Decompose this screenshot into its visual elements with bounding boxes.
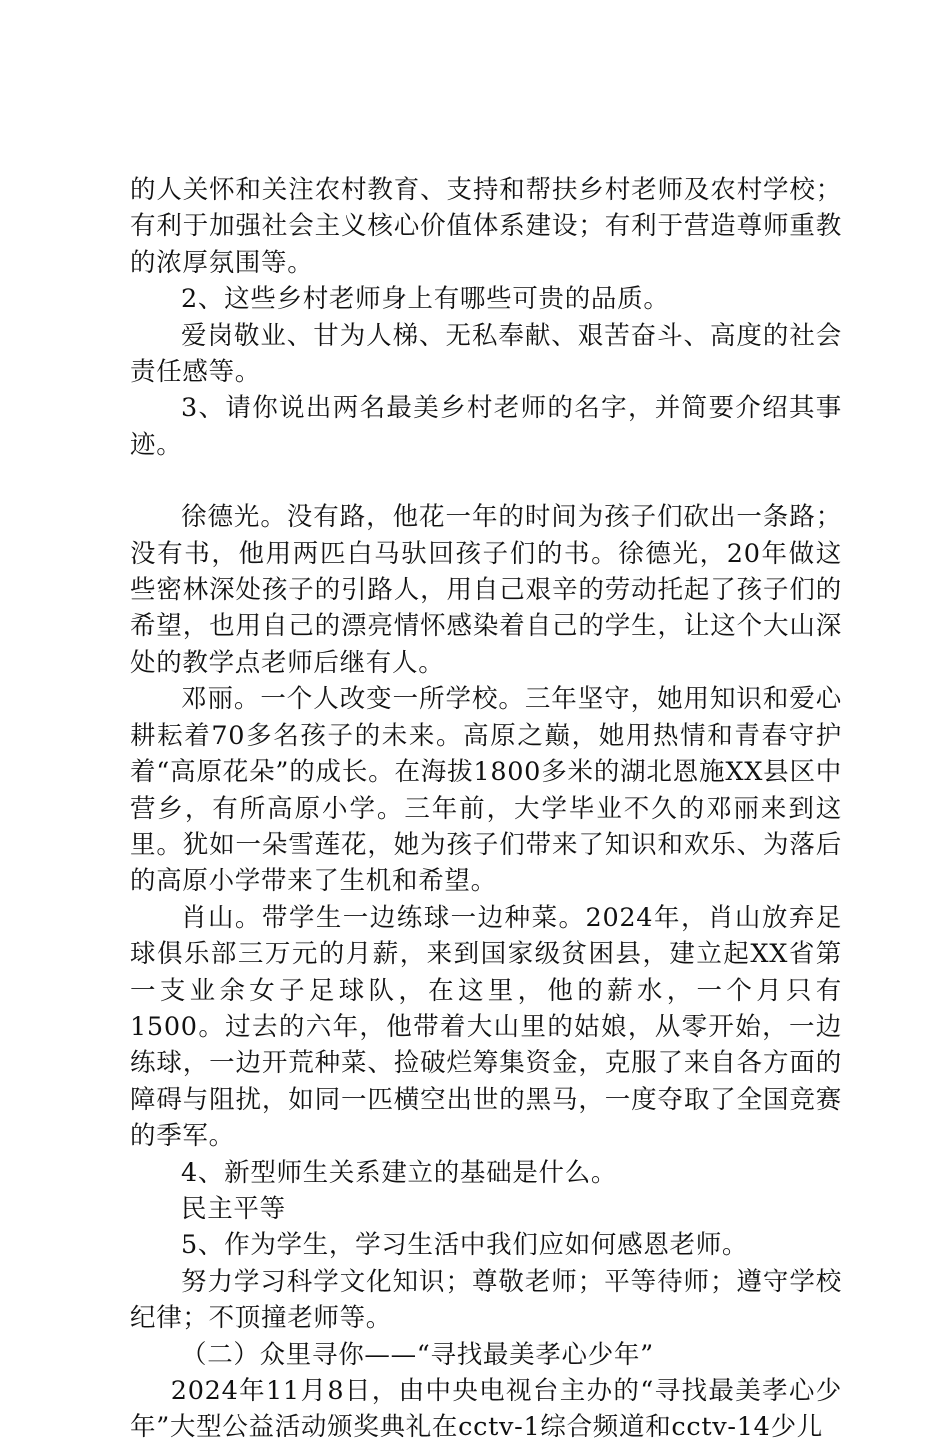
question-4: 4、新型师生关系建立的基础是什么。 [181, 1157, 618, 1188]
question-3: 3、请你说出两名最美乡村老师的名字，并简要介绍其事迹。 [130, 393, 842, 460]
teacher-story-deng-li: 邓丽。一个人改变一所学校。三年坚守，她用知识和爱心耕耘着70多名孩子的未来。高原之巅，她用热情和青春守护着“高原花朵”的成长。在海拔1800多米的湖北恩施XX县区中营乡，有所高原小学。三年前，大学毕业不久的邓丽来到这里。犹如一朵雪莲花，她为孩子们带来了知识和欢乐、为落后的高原小学带来了生机和希望。 [130, 684, 842, 897]
answer-5: 努力学习科学文化知识；尊敬老师；平等待师；遵守学校纪律；不顶撞老师等。 [130, 1266, 842, 1334]
teacher-story-xiao-shan: 肖山。带学生一边练球一边种菜。2024年，肖山放弃足球俱乐部三万元的月薪，来到国家级贫困县，建立起XX省第一支业余女子足球队，在这里，他的薪水，一个月只有1500。过去的六年，他带着大山里的姑娘，从零开始，一边练球，一边开荒种菜、捡破烂筹集资金，克服了来自各方面的障碍与阻扰，如同一匹横空出世的黑马，一度夺取了全国竞赛的季军。 [130, 902, 842, 1152]
answer-4: 民主平等 [181, 1193, 286, 1224]
paragraph-significance-continued: 的人关怀和关注农村教育、支持和帮扶乡村老师及农村学校；有利于加强社会主义核心价值体系建设；有利于营造尊师重教的浓厚氛围等。 [130, 175, 842, 278]
section-heading-2: （二）众里寻你——“寻找最美孝心少年” [181, 1339, 654, 1370]
question-2: 2、这些乡村老师身上有哪些可贵的品质。 [181, 284, 670, 315]
blank-line [130, 463, 842, 499]
document-body [130, 172, 842, 1446]
paragraph-award-ceremony: 2024年11月8日，由中央电视台主办的“寻找最美孝心少年”大型公益活动颁奖典礼在cctv-1综合频道和cctv-14少儿 [130, 1376, 842, 1443]
answer-2: 爱岗敬业、甘为人梯、无私奉献、艰苦奋斗、高度的社会责任感等。 [130, 320, 842, 388]
teacher-story-xu-deguang: 徐德光。没有路，他花一年的时间为孩子们砍出一条路；没有书，他用两匹白马驮回孩子们的书。徐德光，20年做这些密林深处孩子的引路人，用自己艰辛的劳动托起了孩子们的希望，也用自己的漂亮情怀感染着自己的学生，让这个大山深处的教学点老师后继有人。 [130, 502, 842, 678]
question-5: 5、作为学生，学习生活中我们应如何感恩老师。 [181, 1230, 749, 1261]
